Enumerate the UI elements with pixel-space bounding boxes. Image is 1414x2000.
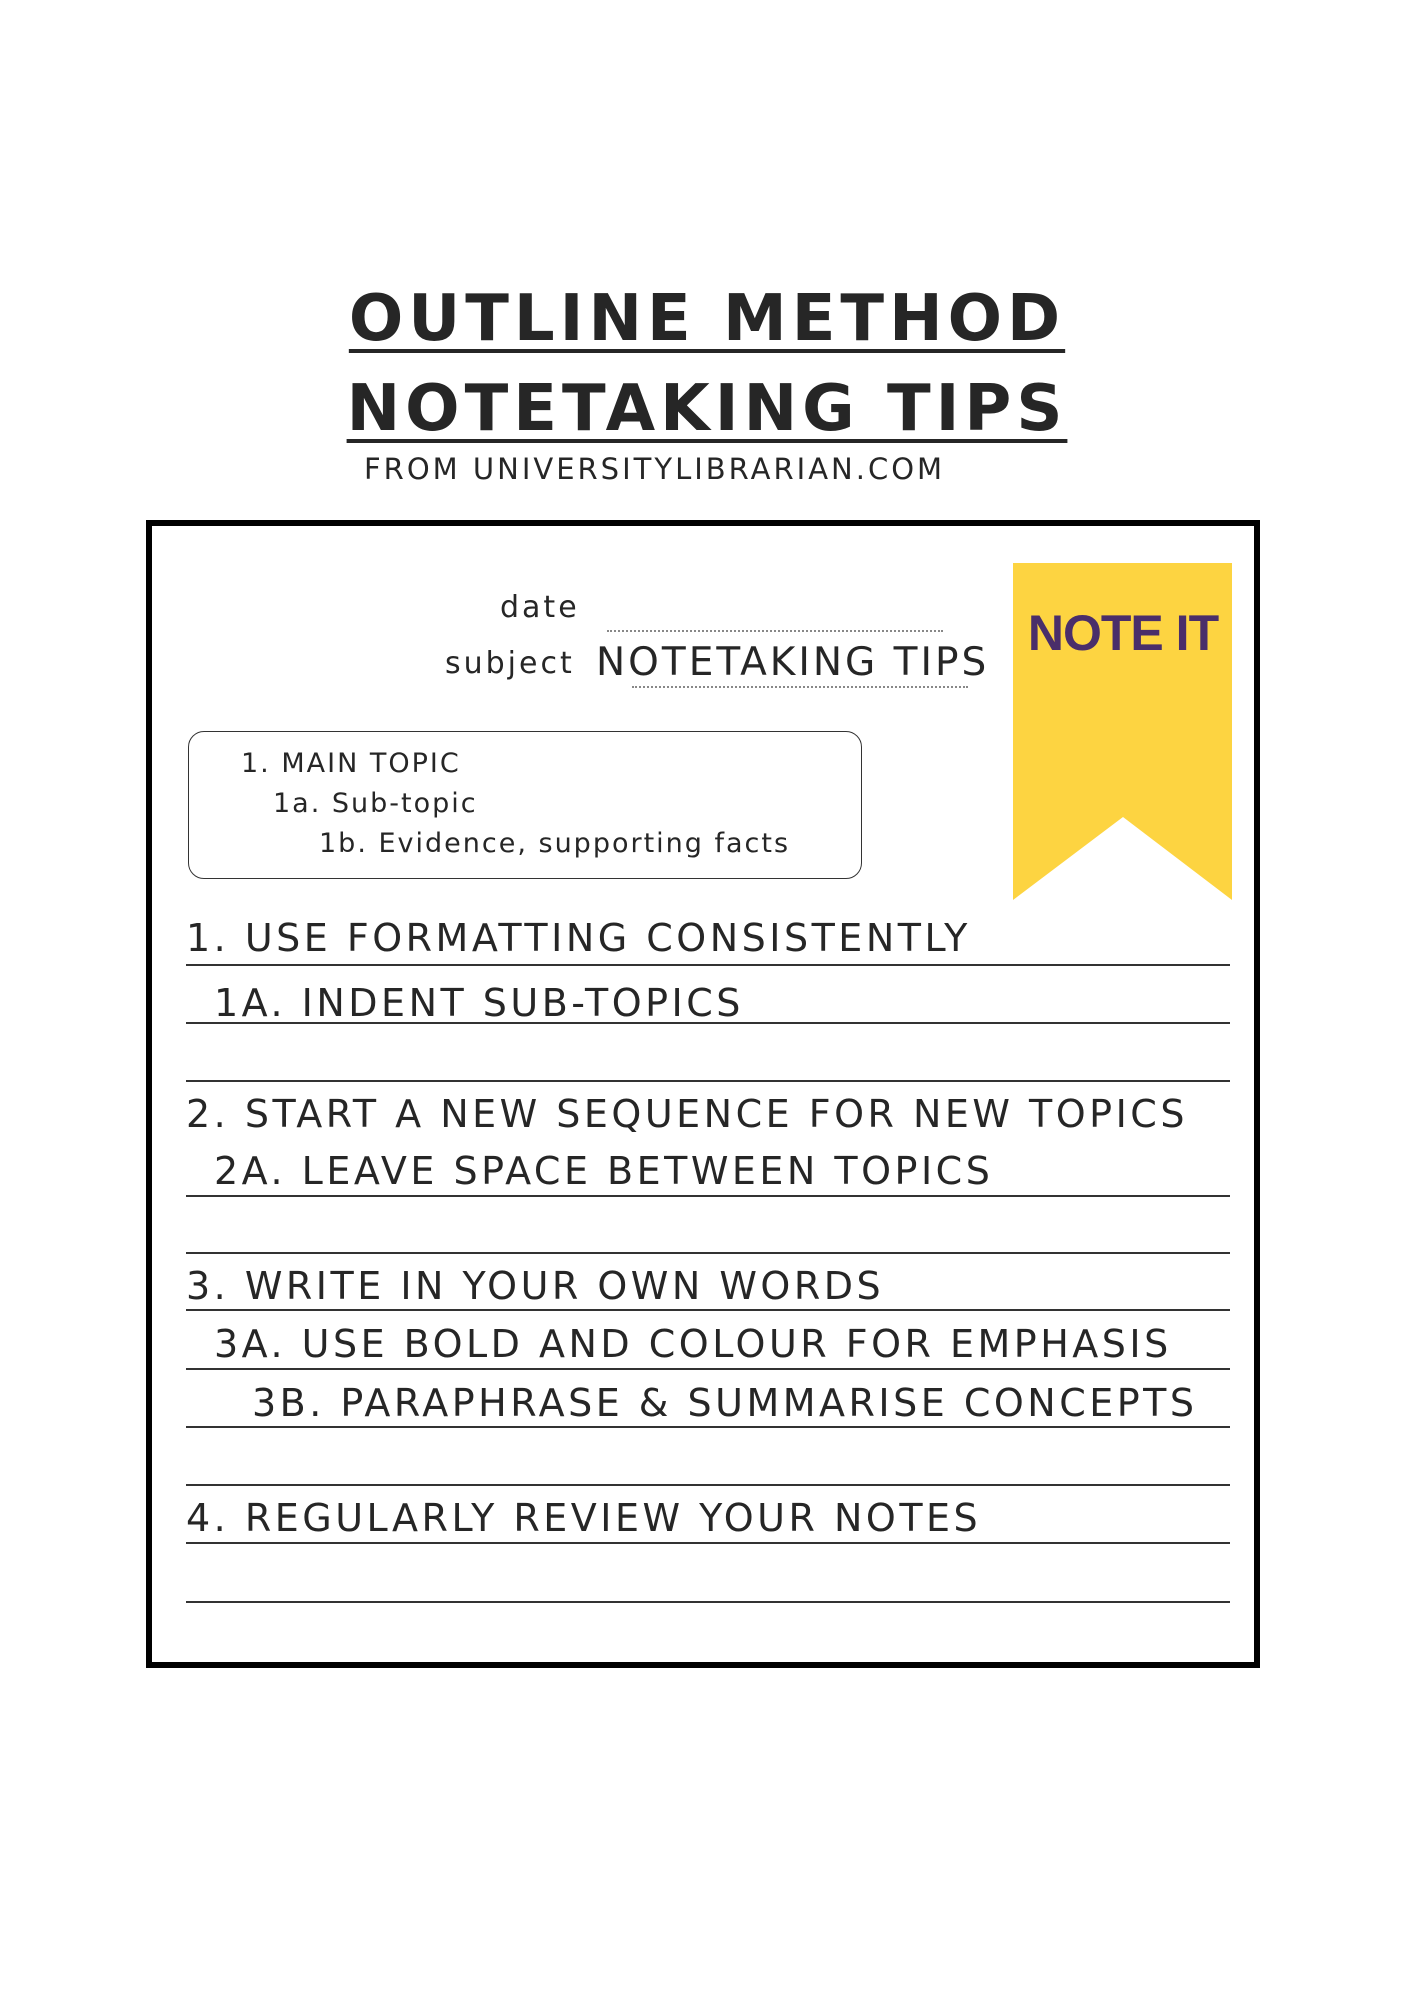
rule-line xyxy=(186,1195,1230,1197)
rule-line xyxy=(186,1484,1230,1486)
source-credit: FROM UNIVERSITYLIBRARIAN.COM xyxy=(364,452,946,486)
rule-line xyxy=(186,964,1230,966)
rule-line xyxy=(186,1252,1230,1254)
rule-line xyxy=(186,1368,1230,1370)
tip-3b: 3B. PARAPHRASE & SUMMARISE CONCEPTS xyxy=(252,1381,1198,1425)
rule-line xyxy=(186,1022,1230,1024)
note-card xyxy=(146,520,1260,1668)
example-main-topic: 1. MAIN TOPIC xyxy=(241,748,461,779)
ribbon-label: NOTE IT xyxy=(1027,605,1219,661)
title-line-2: NOTETAKING TIPS xyxy=(346,372,1068,446)
example-evidence: 1b. Evidence, supporting facts xyxy=(319,828,791,859)
date-label: date xyxy=(500,590,580,625)
example-sub-topic: 1a. Sub-topic xyxy=(273,788,478,819)
tip-2a: 2A. LEAVE SPACE BETWEEN TOPICS xyxy=(214,1149,994,1193)
subject-value: NOTETAKING TIPS xyxy=(596,640,990,685)
rule-line xyxy=(186,1542,1230,1544)
subject-underline xyxy=(632,686,968,688)
rule-line xyxy=(186,1080,1230,1082)
tip-4: 4. REGULARLY REVIEW YOUR NOTES xyxy=(186,1496,982,1540)
tip-3: 3. WRITE IN YOUR OWN WORDS xyxy=(186,1264,885,1308)
date-field[interactable] xyxy=(607,630,943,632)
tip-3a: 3A. USE BOLD AND COLOUR FOR EMPHASIS xyxy=(214,1322,1172,1366)
rule-line xyxy=(186,1309,1230,1311)
tip-1: 1. USE FORMATTING CONSISTENTLY xyxy=(186,916,971,960)
rule-line xyxy=(186,1601,1230,1603)
example-outline-box xyxy=(188,731,862,879)
rule-line xyxy=(186,1426,1230,1428)
tip-2: 2. START A NEW SEQUENCE FOR NEW TOPICS xyxy=(186,1092,1188,1136)
subject-label: subject xyxy=(445,646,575,681)
tip-1a: 1A. INDENT SUB-TOPICS xyxy=(214,981,744,1025)
title-line-1: OUTLINE METHOD xyxy=(348,282,1066,356)
